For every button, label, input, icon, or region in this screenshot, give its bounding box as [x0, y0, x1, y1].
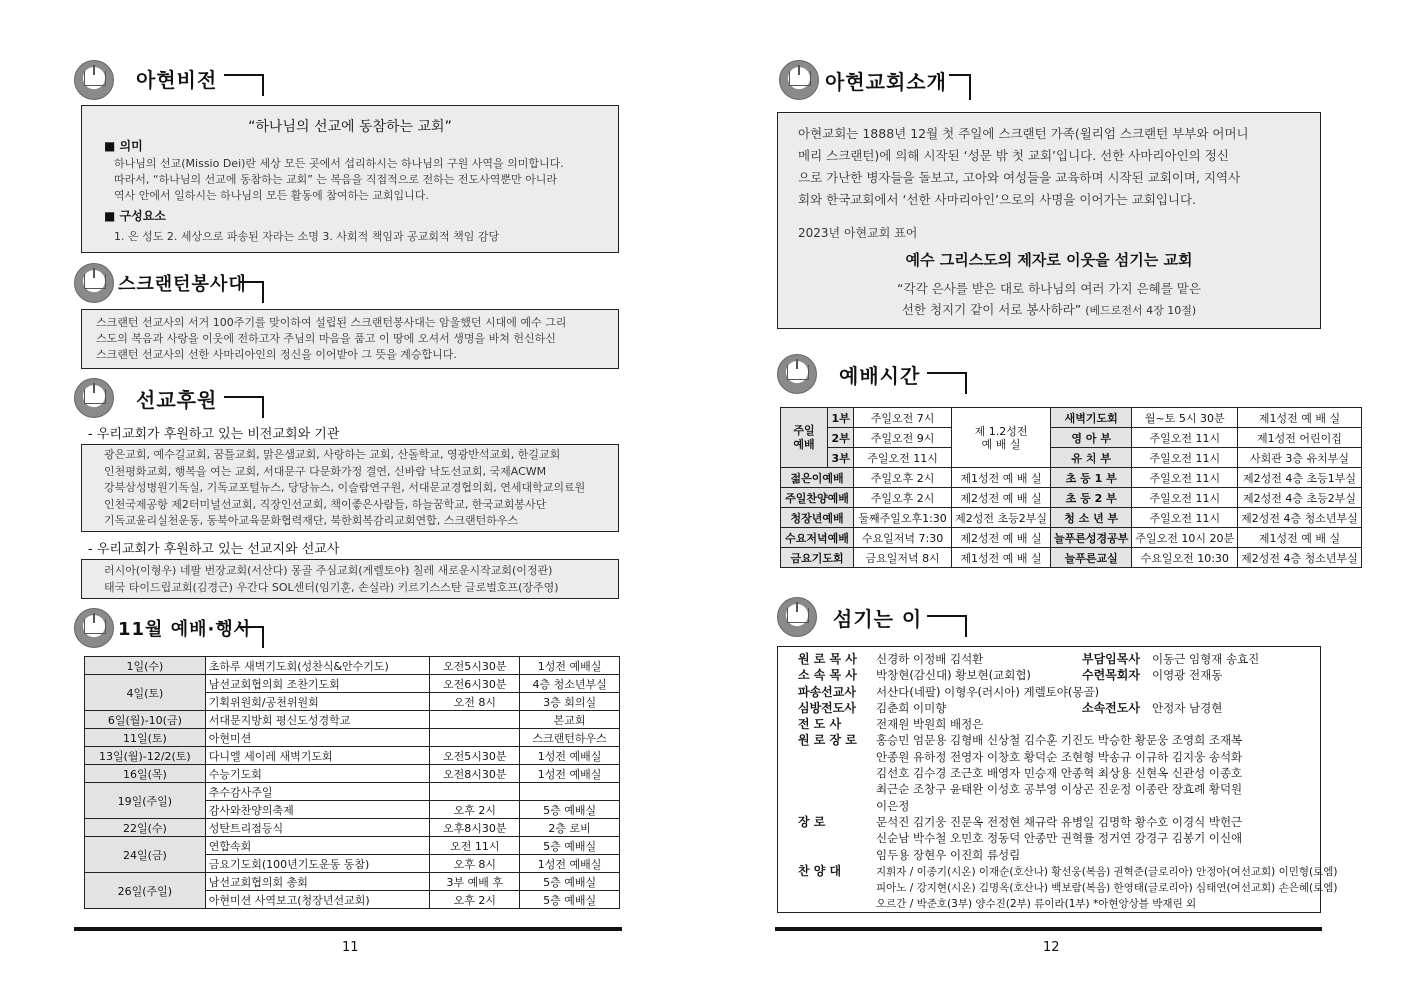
footer-rule: [775, 927, 1322, 931]
servants-heading: [777, 597, 967, 641]
church-emblem-icon: [74, 608, 114, 648]
table-row: 22일(수) 성탄트리점등식 오후8시30분 2층 로비: [85, 819, 620, 837]
table-row: 2부 주일오전 9시: [781, 428, 1051, 448]
table-row: 기획위원회/공천위원회 오전 8시 3층 회의실: [85, 693, 620, 711]
table-row: 16일(목) 수능기도회 오전8시30분 1성전 예배실: [85, 765, 620, 783]
mission-subheading-missionaries: - 우리교회가 후원하고 있는 선교지와 선교사: [88, 542, 340, 557]
page-number: 12: [1043, 940, 1060, 955]
intro-line: 아현교회는 1888년 12월 첫 주일에 스크랜턴 가족(윌리엄 스크랜턴 부부와 어머니: [798, 126, 1249, 141]
servant-row: 원 로 목 사 신경하 이정배 김석환 부담임목사 이동근 임형재 송효진: [798, 652, 1260, 666]
table-row: 금요기도회(100년기도운동 동참) 오후 8시 1성전 예배실: [85, 855, 620, 873]
table-row: 초 등 2 부 주일오전 11시 제2성전 4층 초등2부실: [1051, 488, 1362, 508]
scranton-line: 스도의 복음과 사랑을 이웃에 전하고자 주님의 마음을 품고 이 땅에 오셔서 생명을 바쳐 헌신하신: [96, 332, 556, 345]
servant-row: 신순남 박수철 오민호 정동덕 안종만 권혁률 정거연 강경구 김봉기 이신애: [876, 831, 1243, 846]
table-row: 금요기도회 금요일저녁 8시 제1성전 예 배 실: [781, 548, 1051, 568]
table-row: 주일 예배 1부 주일오전 7시 제 1.2성전 예 배 실: [781, 408, 1051, 428]
table-row: 주일찬양예배 주일오후 2시 제2성전 예 배 실: [781, 488, 1051, 508]
intro-box: [777, 112, 1321, 329]
footer-rule: [74, 927, 622, 931]
servant-row: 안종원 유하정 전영자 이창호 황덕순 조현형 박송규 이규하 김지웅 송석화: [876, 749, 1243, 764]
intro-line: 메리 스크랜턴)에 의해 시작된 ‘성문 밖 첫 교회’입니다. 선한 사마리아인의 정신: [798, 148, 1229, 163]
table-row: 수요저녁예배 수요일저녁 7:30 제2성전 예 배 실: [781, 528, 1051, 548]
servant-row: 피아노 / 강지현(시온) 김명옥(호산나) 백보람(복음) 한영태(글로리아) 심태연(여선교회) 손은혜(로엠): [876, 882, 1338, 895]
events-table: [84, 656, 620, 909]
vision-title: 아현비전: [136, 68, 218, 92]
table-row: 4일(토) 남선교회협의회 조찬기도회 오전6시30분 4층 청소년부실: [85, 675, 620, 693]
vision-elements-heading: ■ 구성요소: [104, 209, 166, 223]
table-row: 새벽기도회 월~토 5시 30분 제1성전 예 배 실: [1051, 408, 1362, 428]
missionaries-box: [81, 559, 619, 599]
worship-table-left: [780, 407, 1051, 568]
events-title: 11월 예배·행사: [118, 619, 253, 640]
motto-year-label: 2023년 아현교회 표어: [798, 226, 918, 240]
church-list-line: 광은교회, 예수길교회, 꿈틀교회, 맑은샘교회, 사랑하는 교회, 산돌학교, 영광반석교회, 한길교회: [104, 448, 561, 461]
church-emblem-icon: [74, 263, 114, 303]
missionary-line: 러시아(이형우) 네팔 번장교회(서산다) 몽골 주심교회(게렐토야) 칠레 새로운시작교회(이정관): [104, 564, 553, 577]
vision-meaning: 하나님의 선교(Missio Dei)란 세상 모든 곳에서 섭리하시는 하나님의 구원 사역을 의미합니다. 따라서, “하나님의 선교에 동참하는 교회” 는 복음을 직접적으로 전하는 전도사역뿐만 아니라 역사 안에서 일하시는 하나님의 모든 활동에 참여하는 교회입니다.: [114, 157, 564, 202]
mission-heading: [74, 378, 264, 422]
church-list-line: 인천국제공항 제2터미널선교회, 직장인선교회, 책이좋은사람들, 하늘꿈학교, 한국교회봉사단: [104, 497, 547, 511]
vision-meaning-heading: ■ 의미: [104, 139, 143, 153]
church-emblem-icon: [74, 60, 114, 100]
church-list-line: 인천평화교회, 행복을 여는 교회, 서대문구 다문화가정 결연, 신바람 낙도선교회, 국제ACWM: [104, 464, 547, 478]
table-row: 아현미션 사역보고(청장년선교회) 오후 2시 5층 예배실: [85, 891, 620, 909]
servant-row: 오르간 / 박준호(3부) 양수진(2부) 류이라(1부) *아현앙상블 박재린 외: [876, 898, 1197, 911]
table-row: 13일(월)-12/2(토) 다니엘 세이레 새벽기도회 오전5시30분 1성전 예배실: [85, 747, 620, 765]
intro-line: 으로 가난한 병자들을 돌보고, 고아와 여성들을 교육하며 시작된 교회이며, 지역사: [798, 170, 1241, 185]
scranton-line: 스크랜턴 선교사의 선한 사마리아인의 정신을 이어받아 그 뜻을 계승합니다.: [96, 348, 457, 361]
servants-title: 섬기는 이: [833, 607, 923, 631]
table-row: 1일(수) 초하루 새벽기도회(성찬식&안수기도) 오전5시30분 1성전 예배실: [85, 657, 620, 675]
verse-line-2: 선한 청지기 같이 서로 봉사하라”: [901, 302, 1082, 317]
motto: 예수 그리스도의 제자로 이웃을 섬기는 교회: [905, 251, 1193, 269]
worship-title: 예배시간: [839, 364, 921, 388]
table-row: 24일(금) 연합속회 오전 11시 5층 예배실: [85, 837, 620, 855]
mission-subheading-churches: - 우리교회가 후원하고 있는 비전교회와 기관: [88, 427, 340, 442]
servants-box: [777, 646, 1338, 913]
vision-heading: [74, 60, 264, 104]
scranton-box: [81, 309, 619, 369]
church-list-line: 강북삼성병원기독실, 기독교포털뉴스, 당당뉴스, 이슬람연구원, 서대문교경협의회, 연세대학교의료원: [104, 481, 586, 494]
table-row: 늘푸른성경공부 주일오전 10시 20분 제1성전 예 배 실: [1051, 528, 1362, 548]
table-row: 영 아 부 주일오전 11시 제1성전 어린이집: [1051, 428, 1362, 448]
servant-row: 심방전도사 김춘희 이미향 소속전도사 안정자 남경현: [798, 700, 1223, 715]
mission-churches-box: [81, 444, 619, 532]
servant-row: 장 로 문석진 김기웅 진문옥 전정현 채규락 유병일 김명학 황수호 이경식 박헌근: [798, 814, 1243, 829]
vision-elements: 1. 은 성도 2. 세상으로 파송된 자라는 소명 3. 사회적 책임과 공교회적 책임 감당: [114, 230, 500, 243]
church-emblem-icon: [777, 354, 817, 394]
church-emblem-icon: [777, 597, 817, 637]
table-row: 늘푸른교실 수요일오전 10:30 제2성전 4층 청소년부실: [1051, 548, 1362, 568]
verse-line-1: “각각 은사를 받은 대로 하나님의 여러 가지 은혜를 맡은: [897, 281, 1201, 296]
table-row: 감사와찬양의축제 오후 2시 5층 예배실: [85, 801, 620, 819]
page-number: 11: [342, 940, 359, 955]
scranton-heading: [74, 263, 264, 307]
table-row: 26일(주일) 남선교회협의회 총회 3부 예배 후 5층 예배실: [85, 873, 620, 891]
worship-heading: [777, 354, 967, 398]
servant-row: 전 도 사 전재원 박원희 배정은: [798, 717, 984, 732]
table-row: 3부 주일오전 11시: [781, 448, 1051, 468]
table-row: 6일(월)-10(금) 서대문지방회 평신도성경학교 본교회: [85, 711, 620, 729]
table-row: 청 소 년 부 주일오전 11시 제2성전 4층 청소년부실: [1051, 508, 1362, 528]
scranton-line: 스크랜턴 선교사의 서거 100주기를 맞이하여 설립된 스크랜턴봉사대는 암울했던 시대에 예수 그리: [96, 316, 567, 329]
servant-row: 김선호 김수경 조근호 배영자 민승재 안종혁 최상용 신현옥 신관성 이종호: [876, 766, 1243, 781]
table-row: 유 치 부 주일오전 11시 사회관 3층 유치부실: [1051, 448, 1362, 468]
servant-row: 이은정: [876, 798, 910, 813]
servant-row: 임두용 장현우 이진희 류성림: [876, 847, 1021, 862]
intro-title: 아현교회소개: [825, 70, 947, 94]
church-list-line: 기독교윤리실천운동, 동북아교육문화협력재단, 북한회복감리교회연합, 스크랜턴하우스: [104, 514, 519, 527]
intro-heading: [779, 60, 979, 104]
servant-row: 파송선교사 서산다(네팔) 이형우(러시아) 게렐토야(몽골): [798, 684, 1100, 699]
table-row: 19일(주일) 추수감사주일: [85, 783, 620, 801]
events-heading: [74, 608, 264, 652]
verse-reference: (베드로전서 4장 10절): [1085, 304, 1197, 317]
servant-row: 원 로 장 로 홍승민 엄문용 김형배 신상철 김수훈 기진도 박승한 황문웅 조영희 조재복: [798, 733, 1243, 748]
servant-row: 소 속 목 사 박창현(감신대) 황보현(교회협) 수련목회자 이영광 전재동: [798, 668, 1223, 683]
vision-quote: “하나님의 선교에 동참하는 교회”: [248, 119, 452, 135]
table-row: 초 등 1 부 주일오전 11시 제2성전 4층 초등1부실: [1051, 468, 1362, 488]
worship-table-right: [1050, 407, 1362, 568]
vision-box: [81, 105, 619, 253]
church-emblem-icon: [779, 60, 819, 100]
table-row: 11일(토) 아현미션 스크랜턴하우스: [85, 729, 620, 747]
missionary-line: 태국 타이드립교회(김경근) 우간다 SOL센터(임기훈, 손실라) 키르기스스탄 글로벌호프(장주영): [104, 580, 559, 594]
mission-title: 선교후원: [136, 388, 218, 412]
scranton-title: 스크랜턴봉사대: [118, 274, 247, 295]
table-row: 젊은이예배 주일오후 2시 제1성전 예 배 실: [781, 468, 1051, 488]
intro-line: 회와 한국교회에서 ‘선한 사마리아인’으로의 사명을 이어가는 교회입니다.: [798, 192, 1197, 207]
church-emblem-icon: [74, 378, 114, 418]
servant-row: 최근순 조창구 윤태완 이성호 공부영 이상곤 진운정 이종란 장효례 황덕원: [876, 782, 1243, 797]
servant-row: 찬 양 대 지휘자 / 이종기(시온) 이재순(호산나) 황선웅(복음) 권혁준(글로리아) 안정아(여선교회) 이민형(로엠): [798, 863, 1338, 878]
table-row: 청장년예배 둘째주일오후1:30 제2성전 초등2부실: [781, 508, 1051, 528]
